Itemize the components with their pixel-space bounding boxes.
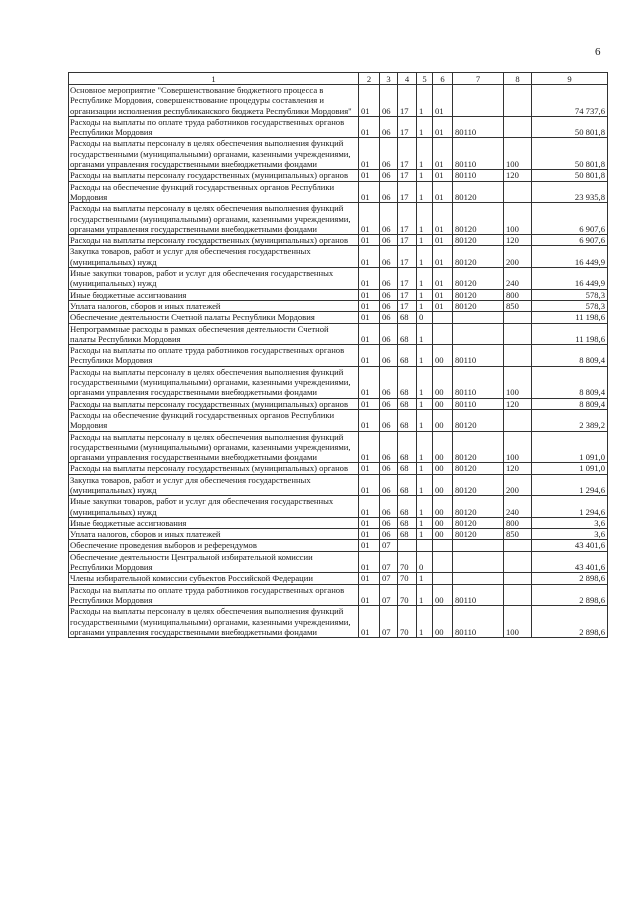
code-expense-type (504, 116, 532, 138)
row-amount: 74 737,6 (532, 85, 608, 117)
code-subprogram: 0 (417, 312, 433, 323)
code-program: 68 (398, 398, 417, 409)
code-section: 01 (359, 312, 380, 323)
column-header: 7 (453, 73, 504, 85)
code-section: 01 (359, 116, 380, 138)
code-subsection: 06 (380, 138, 398, 170)
row-description: Непрограммные расходы в рамках обеспечения деятельности Счетной палаты Республики Мордовия (69, 323, 359, 345)
code-section: 01 (359, 409, 380, 431)
code-subsection: 07 (380, 606, 398, 638)
row-description: Обеспечение проведения выборов и референдумов (69, 540, 359, 551)
row-description: Расходы на выплаты персоналу в целях обеспечения выполнения функций государственными (муниципальными) органами, казенными учреждениями, органами управления государственными внебюджетными фондами (69, 431, 359, 463)
row-description: Расходы на обеспечение функций государственных органов Республики Мордовия (69, 181, 359, 203)
code-program: 68 (398, 345, 417, 367)
table-row (69, 181, 608, 203)
code-subsection: 07 (380, 573, 398, 584)
code-event: 00 (433, 606, 453, 638)
code-direction: 80110 (453, 584, 504, 606)
code-subprogram: 1 (417, 463, 433, 474)
table-row (69, 409, 608, 431)
code-subprogram: 1 (417, 573, 433, 584)
row-description: Расходы на выплаты персоналу государственных (муниципальных) органов (69, 398, 359, 409)
code-section: 01 (359, 170, 380, 181)
code-subprogram: 1 (417, 409, 433, 431)
row-amount: 8 809,4 (532, 398, 608, 409)
row-amount: 11 198,6 (532, 323, 608, 345)
code-section: 01 (359, 85, 380, 117)
code-direction: 80120 (453, 474, 504, 496)
row-description: Расходы на выплаты по оплате труда работников государственных органов Республики Мордовия (69, 584, 359, 606)
code-direction (453, 85, 504, 117)
code-program: 70 (398, 584, 417, 606)
code-event: 01 (433, 85, 453, 117)
code-section: 01 (359, 268, 380, 290)
code-event (433, 312, 453, 323)
code-program: 17 (398, 300, 417, 311)
code-event: 01 (433, 138, 453, 170)
code-expense-type (504, 181, 532, 203)
code-event: 01 (433, 268, 453, 290)
code-section: 01 (359, 517, 380, 528)
code-event: 01 (433, 289, 453, 300)
code-section: 01 (359, 323, 380, 345)
row-description: Расходы на выплаты по оплате труда работников государственных органов Республики Мордовия (69, 116, 359, 138)
code-subprogram: 1 (417, 398, 433, 409)
code-expense-type (504, 540, 532, 551)
row-amount: 2 898,6 (532, 584, 608, 606)
row-amount: 1 294,6 (532, 496, 608, 518)
row-description: Закупка товаров, работ и услуг для обеспечения государственных (муниципальных) нужд (69, 246, 359, 268)
code-section: 01 (359, 345, 380, 367)
code-event: 00 (433, 431, 453, 463)
code-program: 17 (398, 203, 417, 235)
row-amount: 8 809,4 (532, 345, 608, 367)
code-subprogram: 1 (417, 300, 433, 311)
row-description: Иные бюджетные ассигнования (69, 289, 359, 300)
code-subprogram: 1 (417, 529, 433, 540)
code-subprogram: 1 (417, 235, 433, 246)
code-direction: 80110 (453, 606, 504, 638)
table-row (69, 496, 608, 518)
code-subprogram: 1 (417, 431, 433, 463)
row-amount: 50 801,8 (532, 116, 608, 138)
row-amount: 43 401,6 (532, 551, 608, 573)
code-direction (453, 573, 504, 584)
code-direction (453, 540, 504, 551)
code-section: 01 (359, 138, 380, 170)
column-header: 2 (359, 73, 380, 85)
code-expense-type (504, 551, 532, 573)
table-row (69, 268, 608, 290)
row-amount: 3,6 (532, 529, 608, 540)
code-program: 68 (398, 496, 417, 518)
code-program: 17 (398, 289, 417, 300)
table-row (69, 529, 608, 540)
row-description: Иные бюджетные ассигнования (69, 517, 359, 528)
code-program: 17 (398, 235, 417, 246)
code-expense-type (504, 573, 532, 584)
code-subsection: 06 (380, 289, 398, 300)
table-header-row (69, 73, 608, 85)
row-description: Уплата налогов, сборов и иных платежей (69, 300, 359, 311)
code-event: 00 (433, 398, 453, 409)
column-header: 5 (417, 73, 433, 85)
page-number: 6 (595, 46, 601, 58)
code-event: 00 (433, 584, 453, 606)
row-description: Обеспечение деятельности Центральной избирательной комиссии Республики Мордовия (69, 551, 359, 573)
row-description: Уплата налогов, сборов и иных платежей (69, 529, 359, 540)
code-event: 00 (433, 409, 453, 431)
code-subsection: 06 (380, 366, 398, 398)
code-event: 00 (433, 463, 453, 474)
code-section: 01 (359, 431, 380, 463)
code-event: 01 (433, 246, 453, 268)
code-subsection: 06 (380, 529, 398, 540)
code-direction: 80110 (453, 366, 504, 398)
code-subprogram: 1 (417, 584, 433, 606)
code-direction: 80110 (453, 345, 504, 367)
code-program: 68 (398, 409, 417, 431)
code-section: 01 (359, 529, 380, 540)
table-row (69, 323, 608, 345)
column-header: 6 (433, 73, 453, 85)
code-subprogram: 1 (417, 181, 433, 203)
code-program: 68 (398, 312, 417, 323)
code-subsection: 06 (380, 170, 398, 181)
code-expense-type: 850 (504, 300, 532, 311)
code-subsection: 06 (380, 181, 398, 203)
budget-table (68, 72, 608, 638)
row-amount: 23 935,8 (532, 181, 608, 203)
table-row (69, 540, 608, 551)
code-subprogram: 1 (417, 345, 433, 367)
table-row (69, 517, 608, 528)
code-expense-type: 200 (504, 246, 532, 268)
code-direction: 80120 (453, 268, 504, 290)
code-direction (453, 551, 504, 573)
code-section: 01 (359, 463, 380, 474)
row-description: Расходы на выплаты персоналу в целях обеспечения выполнения функций государственными (муниципальными) органами, казенными учреждениями, органами управления государственными внебюджетными фондами (69, 203, 359, 235)
row-amount: 2 898,6 (532, 606, 608, 638)
code-section: 01 (359, 246, 380, 268)
code-subprogram: 1 (417, 289, 433, 300)
code-direction: 80120 (453, 496, 504, 518)
table-row (69, 345, 608, 367)
code-subprogram: 1 (417, 246, 433, 268)
code-subsection: 06 (380, 268, 398, 290)
code-section: 01 (359, 606, 380, 638)
code-direction (453, 323, 504, 345)
code-direction: 80120 (453, 181, 504, 203)
code-direction: 80120 (453, 529, 504, 540)
code-subprogram: 1 (417, 323, 433, 345)
row-description: Основное мероприятие "Совершенствование бюджетного процесса в Республике Мордовия, совершенствование процедуры составления и организации исполнения республиканского бюджета Республики Мордовия" (69, 85, 359, 117)
code-subsection: 06 (380, 235, 398, 246)
code-subsection: 06 (380, 312, 398, 323)
column-header: 8 (504, 73, 532, 85)
code-section: 01 (359, 235, 380, 246)
code-section: 01 (359, 551, 380, 573)
code-subsection: 06 (380, 323, 398, 345)
code-section: 01 (359, 496, 380, 518)
code-section: 01 (359, 584, 380, 606)
code-subprogram: 1 (417, 116, 433, 138)
code-direction: 80120 (453, 431, 504, 463)
code-section: 01 (359, 300, 380, 311)
column-header: 9 (532, 73, 608, 85)
code-direction: 80110 (453, 398, 504, 409)
table-row (69, 312, 608, 323)
code-subsection: 06 (380, 463, 398, 474)
code-event: 01 (433, 181, 453, 203)
code-program: 68 (398, 366, 417, 398)
table-row (69, 551, 608, 573)
code-section: 01 (359, 540, 380, 551)
code-expense-type: 240 (504, 496, 532, 518)
code-subsection: 06 (380, 398, 398, 409)
code-subprogram: 1 (417, 138, 433, 170)
code-event: 01 (433, 116, 453, 138)
code-program: 68 (398, 463, 417, 474)
code-event (433, 540, 453, 551)
code-subsection: 06 (380, 409, 398, 431)
table-row (69, 203, 608, 235)
row-amount: 11 198,6 (532, 312, 608, 323)
code-direction: 80120 (453, 235, 504, 246)
row-amount: 16 449,9 (532, 246, 608, 268)
code-subsection: 06 (380, 474, 398, 496)
code-section: 01 (359, 366, 380, 398)
row-description: Иные закупки товаров, работ и услуг для обеспечения государственных (муниципальных) нужд (69, 268, 359, 290)
code-expense-type: 800 (504, 289, 532, 300)
table-row (69, 116, 608, 138)
code-subsection: 07 (380, 540, 398, 551)
row-amount: 578,3 (532, 289, 608, 300)
table-row (69, 463, 608, 474)
code-program: 70 (398, 606, 417, 638)
row-amount: 1 091,0 (532, 431, 608, 463)
code-program (398, 540, 417, 551)
code-subprogram: 1 (417, 474, 433, 496)
code-direction (453, 312, 504, 323)
code-subprogram: 1 (417, 268, 433, 290)
table-row (69, 138, 608, 170)
code-expense-type (504, 409, 532, 431)
code-subsection: 06 (380, 496, 398, 518)
code-program: 17 (398, 181, 417, 203)
code-event: 01 (433, 300, 453, 311)
row-description: Расходы на выплаты персоналу в целях обеспечения выполнения функций государственными (муниципальными) органами, казенными учреждениями, органами управления государственными внебюджетными фондами (69, 606, 359, 638)
row-amount: 1 294,6 (532, 474, 608, 496)
table-row (69, 300, 608, 311)
row-description: Расходы на выплаты персоналу в целях обеспечения выполнения функций государственными (муниципальными) органами, казенными учреждениями, органами управления государственными внебюджетными фондами (69, 366, 359, 398)
code-program: 17 (398, 268, 417, 290)
code-event: 00 (433, 366, 453, 398)
code-expense-type: 120 (504, 235, 532, 246)
row-amount: 8 809,4 (532, 366, 608, 398)
code-event (433, 323, 453, 345)
table-row (69, 398, 608, 409)
code-program: 17 (398, 138, 417, 170)
code-event: 01 (433, 235, 453, 246)
code-event (433, 551, 453, 573)
code-event: 01 (433, 203, 453, 235)
row-amount: 3,6 (532, 517, 608, 528)
code-program: 68 (398, 323, 417, 345)
table-row (69, 85, 608, 117)
code-subprogram: 1 (417, 496, 433, 518)
code-subsection: 06 (380, 246, 398, 268)
code-event (433, 573, 453, 584)
row-amount: 6 907,6 (532, 235, 608, 246)
code-subprogram: 1 (417, 170, 433, 181)
code-expense-type (504, 85, 532, 117)
code-subsection: 06 (380, 345, 398, 367)
code-expense-type: 100 (504, 366, 532, 398)
row-amount: 1 091,0 (532, 463, 608, 474)
code-expense-type: 100 (504, 203, 532, 235)
code-expense-type: 240 (504, 268, 532, 290)
table-row (69, 170, 608, 181)
code-program: 70 (398, 551, 417, 573)
code-subprogram: 1 (417, 203, 433, 235)
code-section: 01 (359, 289, 380, 300)
column-header: 1 (69, 73, 359, 85)
code-section: 01 (359, 181, 380, 203)
code-expense-type (504, 323, 532, 345)
code-section: 01 (359, 474, 380, 496)
code-expense-type: 800 (504, 517, 532, 528)
code-event: 00 (433, 474, 453, 496)
code-event: 00 (433, 517, 453, 528)
code-subsection: 07 (380, 551, 398, 573)
code-expense-type (504, 312, 532, 323)
column-header: 3 (380, 73, 398, 85)
code-subprogram: 1 (417, 85, 433, 117)
row-description: Расходы на обеспечение функций государственных органов Республики Мордовия (69, 409, 359, 431)
code-program: 17 (398, 246, 417, 268)
row-description: Расходы на выплаты персоналу в целях обеспечения выполнения функций государственными (муниципальными) органами, казенными учреждениями, органами управления государственными внебюджетными фондами (69, 138, 359, 170)
code-direction: 80120 (453, 300, 504, 311)
code-direction: 80110 (453, 138, 504, 170)
table-row (69, 431, 608, 463)
row-amount: 2 389,2 (532, 409, 608, 431)
row-description: Иные закупки товаров, работ и услуг для обеспечения государственных (муниципальных) нужд (69, 496, 359, 518)
code-subsection: 06 (380, 85, 398, 117)
table-row (69, 246, 608, 268)
code-subprogram (417, 540, 433, 551)
code-subprogram: 1 (417, 366, 433, 398)
code-subsection: 06 (380, 517, 398, 528)
code-direction: 80120 (453, 463, 504, 474)
code-subprogram: 1 (417, 517, 433, 528)
row-description: Расходы на выплаты персоналу государственных (муниципальных) органов (69, 170, 359, 181)
row-amount: 43 401,6 (532, 540, 608, 551)
code-expense-type: 120 (504, 170, 532, 181)
table-row (69, 235, 608, 246)
code-program: 70 (398, 573, 417, 584)
code-program: 68 (398, 431, 417, 463)
code-program: 17 (398, 85, 417, 117)
code-expense-type (504, 345, 532, 367)
code-section: 01 (359, 398, 380, 409)
code-subsection: 07 (380, 584, 398, 606)
code-direction: 80120 (453, 289, 504, 300)
code-event: 00 (433, 529, 453, 540)
row-amount: 16 449,9 (532, 268, 608, 290)
code-program: 17 (398, 170, 417, 181)
code-expense-type: 850 (504, 529, 532, 540)
row-description: Расходы на выплаты персоналу государственных (муниципальных) органов (69, 463, 359, 474)
code-program: 17 (398, 116, 417, 138)
code-subsection: 06 (380, 116, 398, 138)
row-amount: 50 801,8 (532, 138, 608, 170)
row-description: Обеспечение деятельности Счетной палаты Республики Мордовия (69, 312, 359, 323)
table-row (69, 474, 608, 496)
row-description: Расходы на выплаты персоналу государственных (муниципальных) органов (69, 235, 359, 246)
row-amount: 6 907,6 (532, 203, 608, 235)
code-expense-type: 120 (504, 398, 532, 409)
code-subprogram: 1 (417, 606, 433, 638)
table-row (69, 584, 608, 606)
table-row (69, 573, 608, 584)
code-event: 00 (433, 345, 453, 367)
code-expense-type: 100 (504, 138, 532, 170)
code-event: 01 (433, 170, 453, 181)
code-program: 68 (398, 474, 417, 496)
row-amount: 578,3 (532, 300, 608, 311)
row-amount: 2 898,6 (532, 573, 608, 584)
code-direction: 80110 (453, 116, 504, 138)
code-program: 68 (398, 517, 417, 528)
code-event: 00 (433, 496, 453, 518)
code-expense-type: 100 (504, 606, 532, 638)
code-direction: 80120 (453, 409, 504, 431)
code-subprogram: 0 (417, 551, 433, 573)
code-subsection: 06 (380, 431, 398, 463)
code-program: 68 (398, 529, 417, 540)
code-subsection: 06 (380, 300, 398, 311)
row-description: Закупка товаров, работ и услуг для обеспечения государственных (муниципальных) нужд (69, 474, 359, 496)
code-expense-type: 200 (504, 474, 532, 496)
code-section: 01 (359, 203, 380, 235)
code-subsection: 06 (380, 203, 398, 235)
code-direction: 80120 (453, 203, 504, 235)
code-section: 01 (359, 573, 380, 584)
table-row (69, 606, 608, 638)
column-header: 4 (398, 73, 417, 85)
code-direction: 80120 (453, 246, 504, 268)
row-description: Члены избирательной комиссии субъектов Российской Федерации (69, 573, 359, 584)
code-expense-type (504, 584, 532, 606)
code-direction: 80120 (453, 517, 504, 528)
table-row (69, 366, 608, 398)
row-amount: 50 801,8 (532, 170, 608, 181)
row-description: Расходы на выплаты по оплате труда работников государственных органов Республики Мордовия (69, 345, 359, 367)
code-expense-type: 100 (504, 431, 532, 463)
table-row (69, 289, 608, 300)
code-expense-type: 120 (504, 463, 532, 474)
code-direction: 80110 (453, 170, 504, 181)
